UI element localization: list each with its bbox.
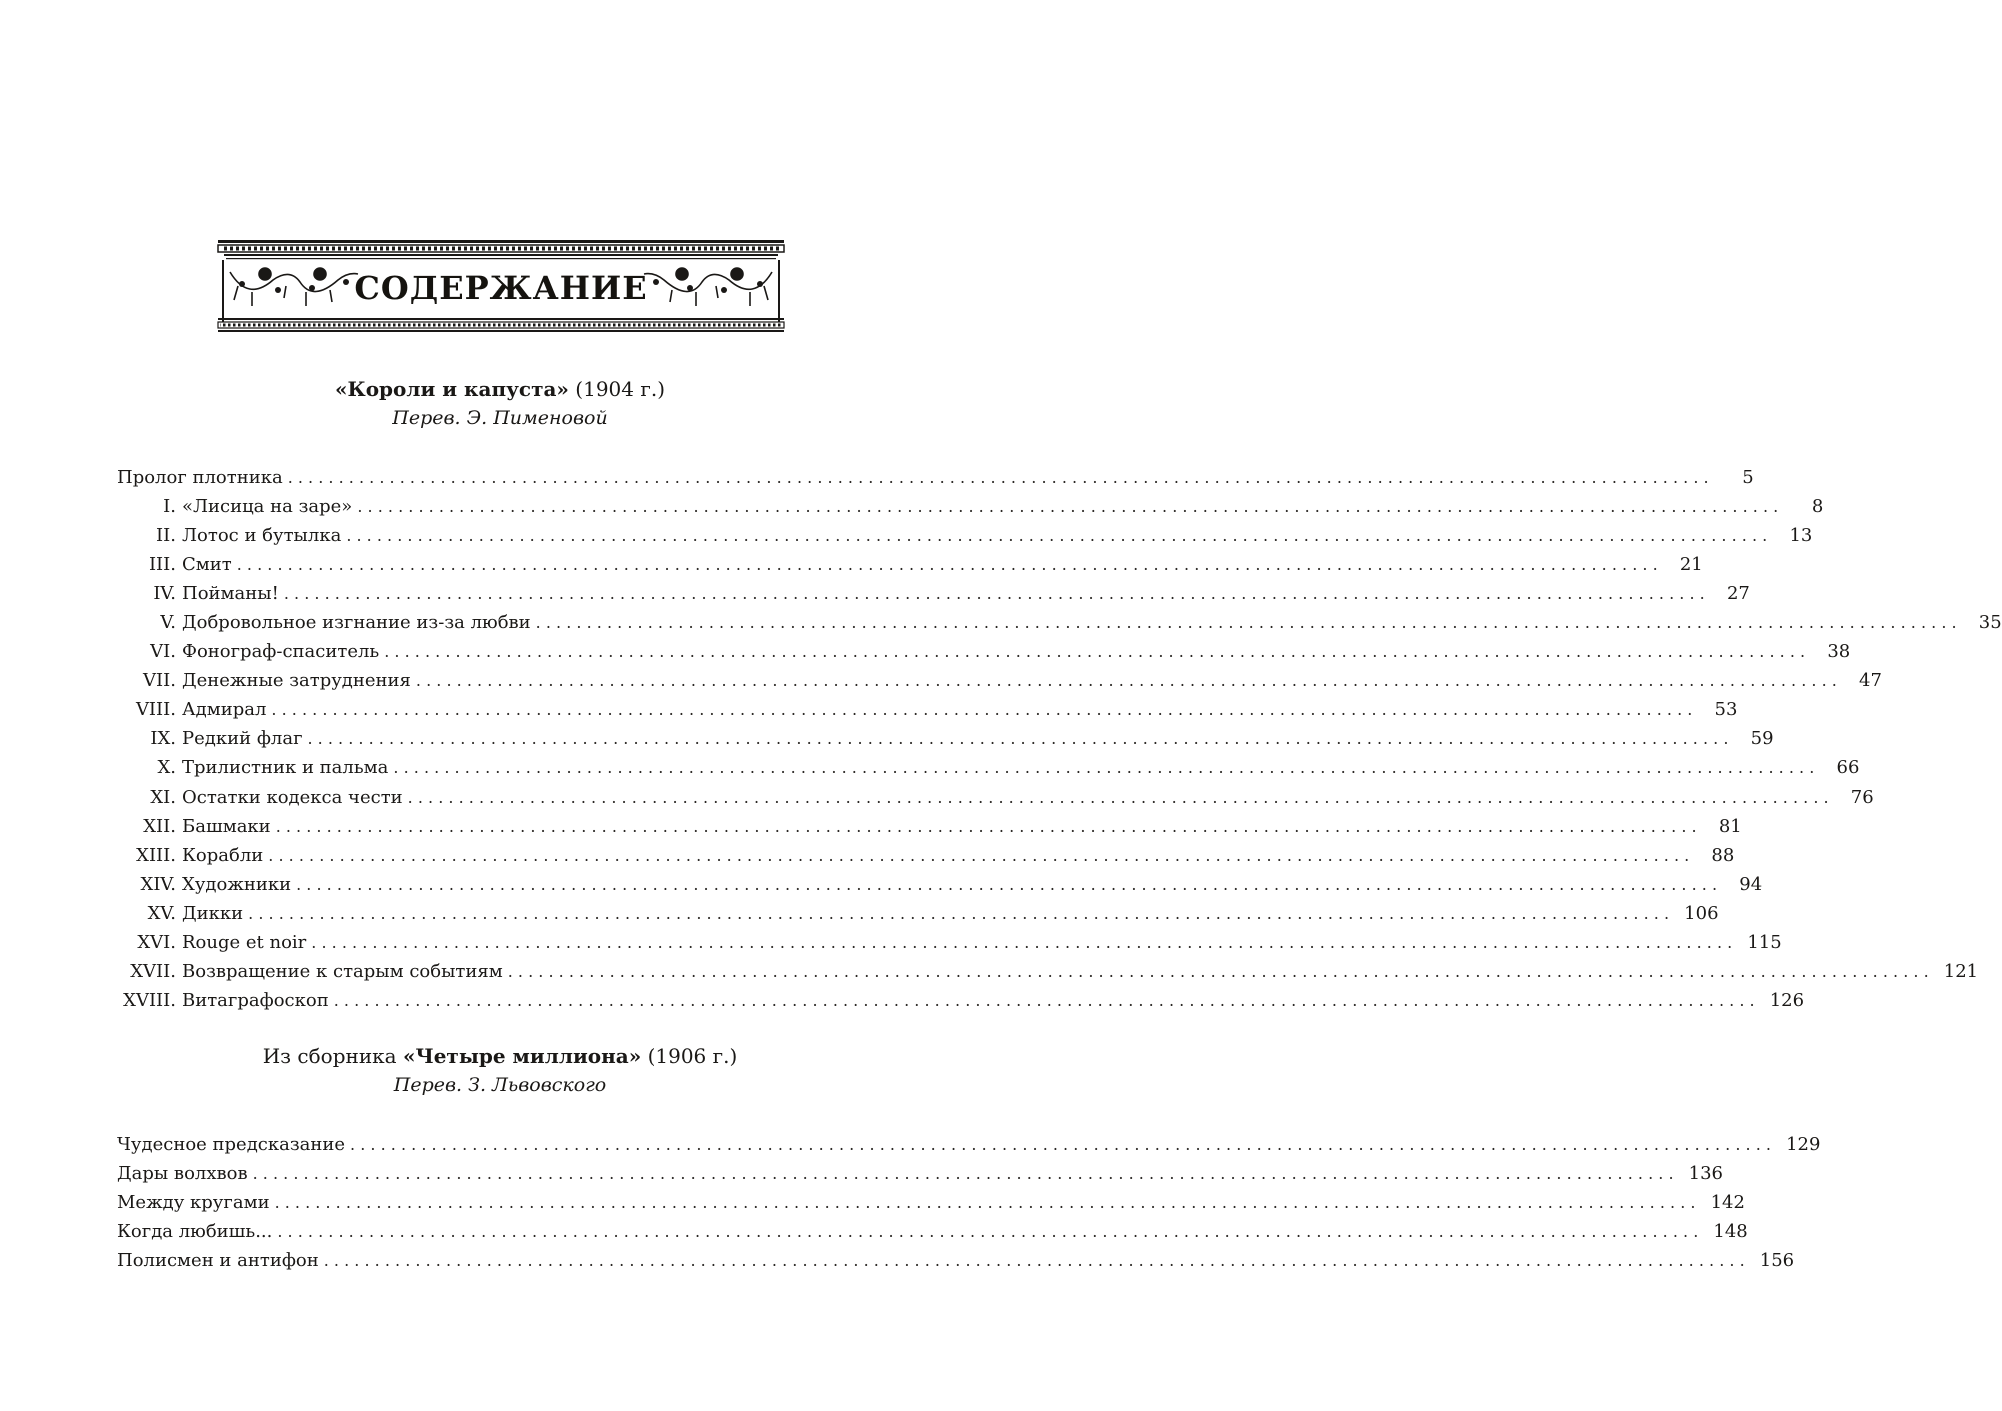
toc-entry: [117, 492, 1824, 521]
dot-leader: ............................................................................................................................................: [296, 874, 1723, 894]
dot-leader: ............................................................................................................................................: [333, 990, 1760, 1010]
entry-title: Чудесное предсказание: [117, 1134, 346, 1155]
dot-leader: ............................................................................................................................................: [323, 1251, 1750, 1271]
entry-title: Дикки: [182, 902, 244, 924]
page-number: 129: [1786, 1134, 1821, 1155]
toc-entry: [117, 1246, 1795, 1275]
section-year: (1904 г.): [575, 377, 665, 401]
entry-title: Трилистник и пальма: [182, 757, 389, 779]
entry-title: Лотос и бутылка: [182, 525, 342, 547]
toc-entry: [117, 841, 1735, 870]
dot-leader: ............................................................................................................................................: [384, 642, 1811, 662]
entry-title: Редкий флаг: [182, 728, 303, 750]
dot-leader: ............................................................................................................................................: [346, 526, 1773, 546]
chapter-number: XI.: [150, 786, 176, 808]
entry-title: Адмирал: [182, 699, 267, 721]
section-work-title: «Четыре миллиона»: [402, 1044, 642, 1068]
section-title-line: [0, 1043, 1000, 1069]
entry-title: Пойманы!: [182, 583, 279, 605]
page-number: 156: [1759, 1250, 1795, 1272]
dot-leader: ............................................................................................................................................: [415, 671, 1842, 691]
chapter-number: II.: [156, 525, 176, 547]
chapter-number: VII.: [143, 670, 176, 692]
section-year: (1906 г.): [647, 1044, 738, 1068]
page-number: 38: [1827, 641, 1851, 663]
dot-leader: ............................................................................................................................................: [287, 468, 1714, 487]
toc-entry: [117, 1188, 1745, 1217]
page-number: 142: [1710, 1192, 1745, 1214]
toc-entry: [117, 812, 1742, 841]
page-number: 5: [1742, 467, 1754, 488]
entry-title: Rouge et noir: [182, 931, 307, 953]
section-translator: Перев. З. Львовского: [393, 1074, 607, 1096]
page-number: 47: [1859, 670, 1882, 692]
page-number: 126: [1769, 989, 1805, 1011]
chapter-number: XVI.: [137, 931, 176, 953]
dot-leader: ............................................................................................................................................: [507, 961, 1934, 981]
dot-leader: ............................................................................................................................................: [350, 1135, 1777, 1154]
chapter-number: XIV.: [140, 873, 176, 895]
page-number: 35: [1978, 612, 2002, 634]
chapter-number: VIII.: [135, 699, 176, 721]
toc-entry: [117, 695, 1738, 724]
section-title-line: [0, 376, 1000, 402]
page-number: 148: [1713, 1221, 1748, 1243]
dot-leader: ............................................................................................................................................: [535, 613, 1962, 633]
entry-title: Витаграфоскоп: [182, 989, 329, 1011]
chapter-number: X.: [157, 757, 176, 779]
toc-list-1: [117, 463, 2002, 1015]
toc-entry: [117, 579, 1750, 608]
toc-entry: [117, 957, 1979, 986]
toc-entry: [117, 724, 1774, 753]
dot-leader: ............................................................................................................................................: [248, 903, 1675, 923]
dot-leader: ............................................................................................................................................: [268, 845, 1695, 865]
dot-leader: ............................................................................................................................................: [307, 729, 1734, 749]
chapter-number: XVIII.: [123, 989, 176, 1011]
chapter-number: XII.: [143, 815, 176, 837]
entry-title: Башмаки: [182, 815, 271, 837]
page-number: 8: [1811, 496, 1824, 518]
chapter-number: III.: [148, 554, 176, 576]
page-number: 94: [1739, 873, 1763, 895]
page-number: 21: [1679, 554, 1703, 576]
toc-entry: [117, 928, 1782, 957]
entry-title: «Лисица на заре»: [182, 496, 353, 518]
toc-entry: [117, 637, 1851, 666]
toc-entry: [117, 753, 1860, 782]
page-number: 106: [1684, 902, 1719, 924]
page-number: 88: [1711, 844, 1735, 866]
chapter-number: XVII.: [130, 960, 176, 982]
entry-title: Возвращение к старым событиям: [182, 960, 503, 982]
toc-entry: [117, 521, 1813, 550]
toc-entry: [117, 550, 1703, 579]
section-translator: Перев. Э. Пименовой: [392, 407, 608, 429]
toc-entry: [117, 899, 1719, 928]
toc-entry: [117, 1130, 1821, 1159]
toc-list-2: [117, 1130, 1821, 1275]
entry-title: Смит: [182, 554, 232, 576]
toc-entry: [117, 666, 1882, 695]
page-number: 121: [1943, 960, 1979, 982]
chapter-number: XV.: [147, 902, 176, 924]
page-number: 66: [1836, 757, 1860, 779]
entry-title: Между кругами: [117, 1192, 270, 1214]
dot-leader: ............................................................................................................................................: [236, 555, 1663, 575]
toc-entry: [117, 1159, 1723, 1188]
chapter-number: V.: [160, 612, 176, 634]
dot-leader: ............................................................................................................................................: [311, 932, 1738, 952]
chapter-number: IV.: [153, 583, 176, 605]
entry-title: Художники: [182, 873, 292, 895]
toc-entry: [117, 463, 1754, 492]
chapter-number: I.: [163, 496, 176, 518]
page-number: 81: [1718, 815, 1742, 837]
section-heading-2: [0, 1043, 1000, 1098]
page-title: СОДЕРЖАНИЕ: [354, 269, 648, 307]
page-number: 59: [1750, 728, 1774, 750]
dot-leader: ............................................................................................................................................: [393, 758, 1820, 778]
toc-entry: [117, 1217, 1748, 1246]
entry-title: Полисмен и антифон: [117, 1250, 319, 1272]
section-prefix: Из сборника: [262, 1044, 403, 1068]
chapter-number: VI.: [150, 641, 176, 663]
dot-leader: ............................................................................................................................................: [357, 497, 1784, 517]
page-number: 53: [1714, 699, 1738, 721]
entry-title: Дары волхвов: [117, 1163, 248, 1185]
chapter-number: XIII.: [136, 844, 176, 866]
dot-leader: ............................................................................................................................................: [274, 1193, 1701, 1213]
toc-entry: [117, 608, 2002, 637]
entry-title: Пролог плотника: [117, 467, 283, 488]
toc-entry: [117, 870, 1763, 899]
page-number: 13: [1789, 525, 1813, 547]
page-number: 136: [1688, 1163, 1723, 1185]
entry-title: Фонограф-спаситель: [182, 641, 380, 663]
section-heading-1: [0, 376, 1000, 431]
entry-title: Добровольное изгнание из-за любви: [182, 612, 531, 634]
entry-title: Корабли: [182, 844, 264, 866]
toc-entry: [117, 783, 1874, 812]
section-work-title: «Короли и капуста»: [335, 377, 569, 401]
entry-title: Остатки кодекса чести: [182, 786, 403, 808]
toc-entry: [117, 986, 1805, 1015]
dot-leader: ............................................................................................................................................: [407, 787, 1834, 807]
dot-leader: ............................................................................................................................................: [252, 1164, 1679, 1184]
dot-leader: ............................................................................................................................................: [277, 1222, 1704, 1242]
chapter-number: IX.: [150, 728, 176, 750]
page-number: 76: [1850, 786, 1874, 808]
page-number: 115: [1747, 931, 1782, 953]
entry-title: Когда любишь...: [117, 1221, 273, 1243]
dot-leader: ............................................................................................................................................: [271, 700, 1698, 720]
dot-leader: ............................................................................................................................................: [283, 584, 1710, 604]
dot-leader: ............................................................................................................................................: [275, 816, 1702, 836]
page-number: 27: [1726, 583, 1750, 605]
entry-title: Денежные затруднения: [182, 670, 411, 692]
